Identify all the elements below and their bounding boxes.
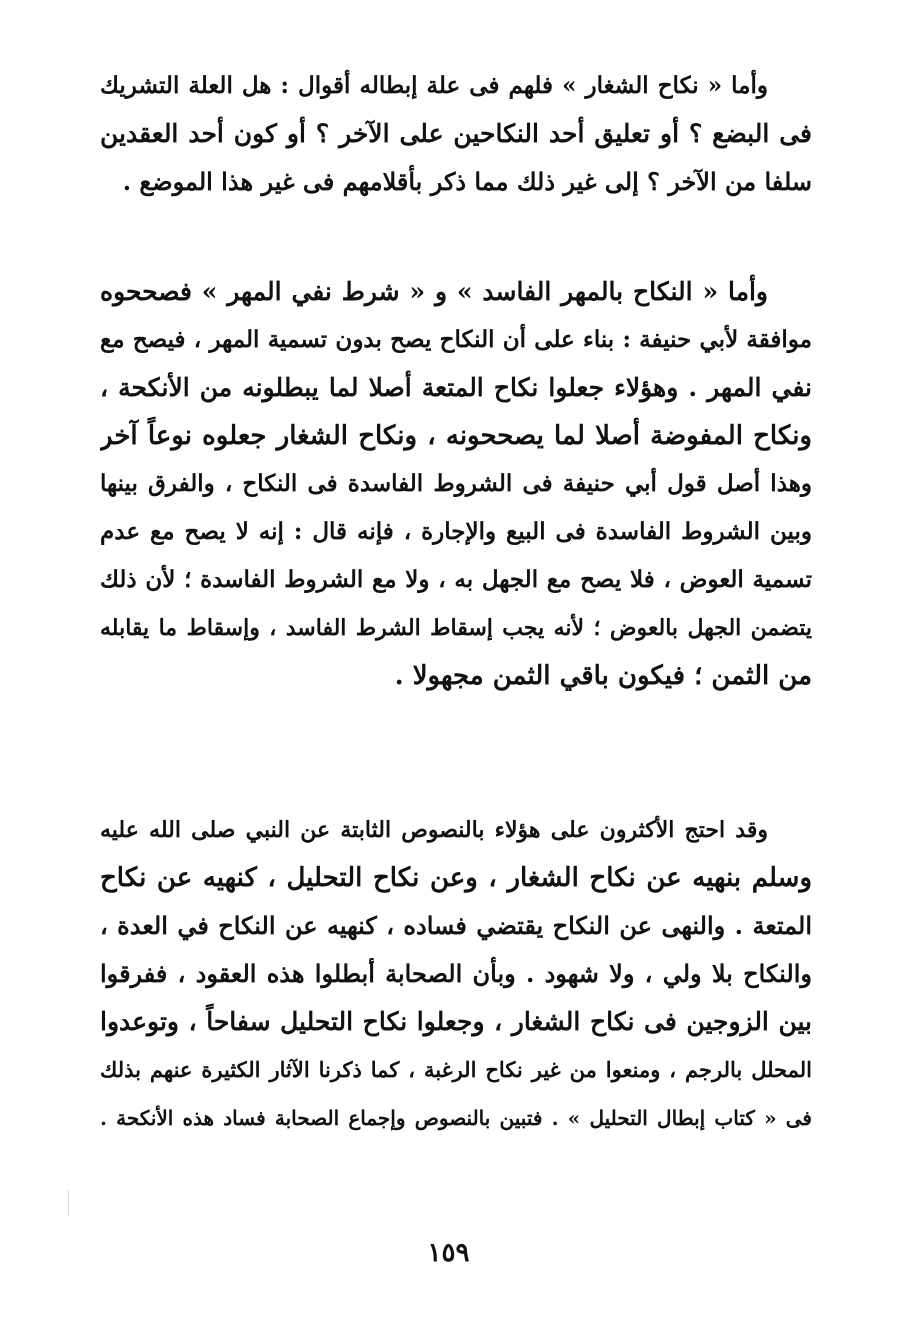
- text-line: يتضمن الجهل بالعوض ؛ لأنه يجب إسقاط الشرط الفاسد ، وإسقاط ما يقابله: [100, 615, 812, 641]
- text-line: المتعة . والنهى عن النكاح يقتضي فساده ، كنهيه عن النكاح في العدة ،: [100, 911, 812, 940]
- text-line: وسلم بنهيه عن نكاح الشغار ، وعن نكاح التحليل ، كنهيه عن نكاح: [100, 863, 812, 893]
- text-line: بين الزوجين فى نكاح الشغار ، وجعلوا نكاح التحليل سفاحاً ، وتوعدوا: [100, 1007, 812, 1036]
- text-line: ونكاح المفوضة أصلا لما يصححونه ، ونكاح الشغار جعلوه نوعاً آخر: [100, 421, 812, 451]
- text-line: والنكاح بلا ولي ، ولا شهود . وبأن الصحابة أبطلوا هذه العقود ، ففرقوا: [100, 959, 812, 988]
- text-line: وبين الشروط الفاسدة فى البيع والإجارة ، فإنه قال : إنه لا يصح مع عدم: [100, 518, 812, 545]
- text-line: تسمية العوض ، فلا يصح مع الجهل به ، ولا مع الشروط الفاسدة ؛ لأن ذلك: [100, 566, 812, 593]
- text-line: من الثمن ؛ فيكون باقي الثمن مجهولا .: [394, 661, 812, 691]
- text-line: وأما « النكاح بالمهر الفاسد » و « شرط نفي المهر » فصححوه: [100, 277, 768, 306]
- scan-edge-mark: [68, 1190, 69, 1216]
- text-line: موافقة لأبي حنيفة : بناء على أن النكاح يصح بدون تسمية المهر ، فيصح مع: [100, 326, 812, 353]
- paragraph-shighar-marriage: [100, 62, 812, 206]
- page-number: ١٥٩: [427, 1238, 470, 1268]
- paragraph-majority-argument: [100, 806, 812, 1142]
- text-line: وأما « نكاح الشغار » فلهم فى علة إبطاله أقوال : هل العلة التشريك: [100, 72, 768, 99]
- text-line: نفي المهر . وهؤلاء جعلوا نكاح المتعة أصلا لما يبطلونه من الأنكحة ،: [100, 373, 812, 402]
- paragraph-corrupt-dowry: [100, 268, 812, 700]
- text-line: وقد احتج الأكثرون على هؤلاء بالنصوص الثابتة عن النبي صلى الله عليه: [100, 817, 768, 843]
- text-line: المحلل بالرجم ، ومنعوا من غير نكاح الرغبة ، كما ذكرنا الآثار الكثيرة عنهم بذلك: [100, 1057, 812, 1082]
- text-line: وهذا أصل قول أبي حنيفة فى الشروط الفاسدة فى النكاح ، والفرق بينها: [100, 470, 812, 497]
- text-line: سلفا من الآخر ؟ إلى غير ذلك مما ذكر بأقلامهم فى غير هذا الموضع .: [122, 167, 812, 196]
- text-line: فى « كتاب إبطال التحليل » . فتبين بالنصوص وإجماع الصحابة فساد هذه الأنكحة .: [100, 1106, 812, 1130]
- text-line: فى البضع ؟ أو تعليق أحد النكاحين على الآخر ؟ أو كون أحد العقدين: [100, 119, 812, 148]
